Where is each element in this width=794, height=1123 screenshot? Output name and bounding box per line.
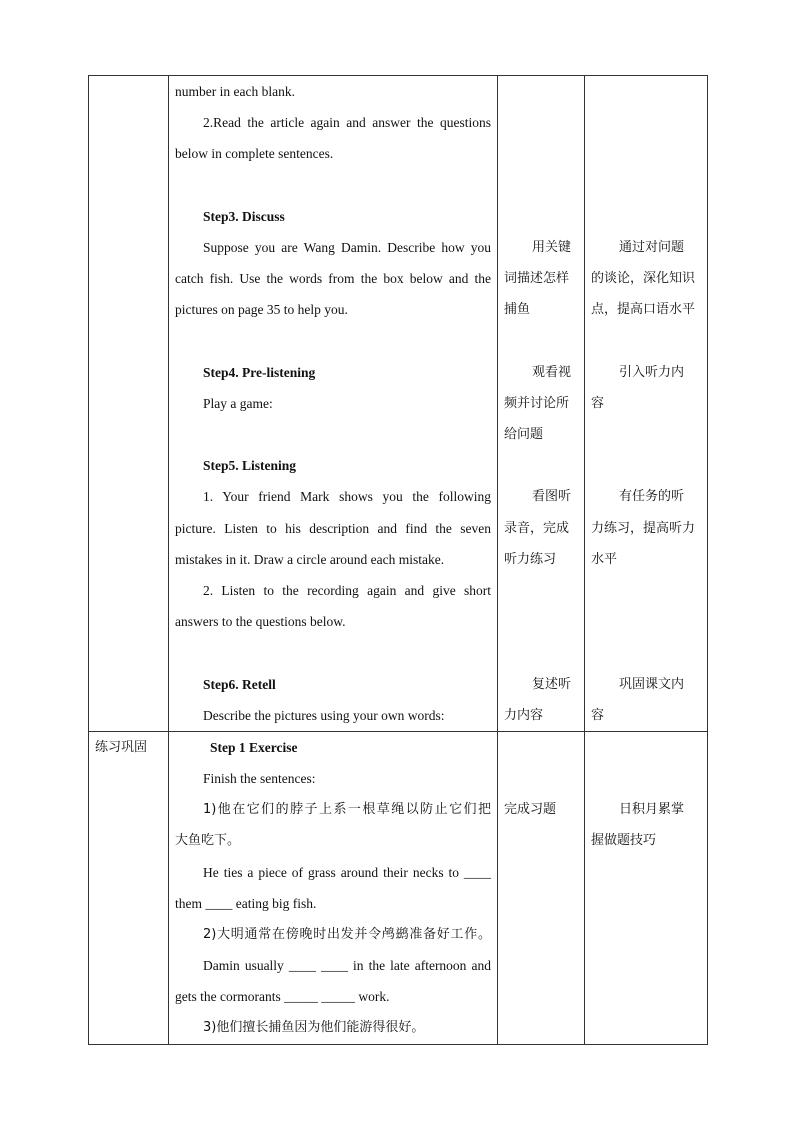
student-text: 力内容 xyxy=(504,708,544,723)
exercise-title: Step 1 Exercise xyxy=(210,740,298,755)
exercise-line: He ties a piece of grass around their necks to ____ xyxy=(203,865,491,880)
student-text: 看图听 xyxy=(532,489,572,504)
purpose-text: 水平 xyxy=(591,552,618,567)
purpose-text: 有任务的听 xyxy=(619,489,685,504)
student-text: 完成习题 xyxy=(504,802,557,817)
student-text: 录音，完成 xyxy=(504,521,570,536)
student-text: 用关键 xyxy=(532,240,572,255)
exercise-line: Finish the sentences: xyxy=(203,771,316,786)
purpose-text: 巩固课文内 xyxy=(619,677,685,692)
purpose-text: 的谈论，深化知识 xyxy=(591,271,696,286)
activity-line: 1. Your friend Mark shows you the following xyxy=(203,489,491,504)
purpose-text: 容 xyxy=(591,708,605,723)
purpose-cell xyxy=(585,76,708,732)
exercise-line: 3)他们擅长捕鱼因为他们能游得很好。 xyxy=(203,1020,425,1035)
step5-title: Step5. Listening xyxy=(203,458,297,473)
purpose-text: 日积月累掌 xyxy=(619,802,685,817)
activities-cell xyxy=(169,76,498,732)
activity-line: Describe the pictures using your own words: xyxy=(203,708,445,723)
activity-line: answers to the questions below. xyxy=(175,614,346,629)
purpose-text: 点，提高口语水平 xyxy=(591,302,696,317)
purpose-text: 引入听力内 xyxy=(619,365,685,380)
purpose-text: 握做题技巧 xyxy=(591,833,657,848)
step3-title: Step3. Discuss xyxy=(203,209,285,224)
activity-line: Suppose you are Wang Damin. Describe how you xyxy=(203,240,491,255)
activity-line: catch fish. Use the words from the box below and the xyxy=(175,271,491,286)
table-row xyxy=(89,76,708,732)
purpose-cell xyxy=(585,732,708,1045)
activity-line: mistakes in it. Draw a circle around each mistake. xyxy=(175,552,445,567)
activity-line: number in each blank. xyxy=(175,84,295,99)
activities-cell xyxy=(169,732,498,1045)
exercise-line: 1)他在它们的脖子上系一根草绳以防止它们把 xyxy=(203,802,491,817)
exercise-line: gets the cormorants _____ _____ work. xyxy=(175,989,390,1004)
exercise-line: 2)大明通常在傍晚时出发并令鸬鹚准备好工作。 xyxy=(203,927,491,942)
stage-cell xyxy=(89,732,169,1045)
student-activity-cell xyxy=(498,732,585,1045)
exercise-line: 大鱼吃下。 xyxy=(175,833,241,848)
student-text: 词描述怎样 xyxy=(504,271,570,286)
activity-line: 2.Read the article again and answer the questions xyxy=(203,115,491,130)
student-activity-cell xyxy=(498,76,585,732)
activity-line: Play a game: xyxy=(203,396,273,411)
purpose-text: 通过对问题 xyxy=(619,240,685,255)
student-text: 给问题 xyxy=(504,427,544,442)
stage-label: 练习巩固 xyxy=(95,740,148,755)
student-text: 复述听 xyxy=(532,677,572,692)
student-text: 捕鱼 xyxy=(504,302,531,317)
exercise-line: them ____ eating big fish. xyxy=(175,896,317,911)
purpose-text: 力练习，提高听力 xyxy=(591,521,696,536)
student-text: 观看视 xyxy=(532,365,572,380)
activity-line: picture. Listen to his description and find the seven xyxy=(175,521,491,536)
step4-title: Step4. Pre-listening xyxy=(203,365,316,380)
purpose-text: 容 xyxy=(591,396,605,411)
exercise-line: Damin usually ____ ____ in the late afternoon and xyxy=(203,958,491,973)
lesson-plan-table xyxy=(88,75,708,1045)
stage-cell xyxy=(89,76,169,732)
activity-line: 2. Listen to the recording again and give short xyxy=(203,583,491,598)
student-text: 听力练习 xyxy=(504,552,557,567)
activity-line: pictures on page 35 to help you. xyxy=(175,302,348,317)
step6-title: Step6. Retell xyxy=(203,677,276,692)
activity-line: below in complete sentences. xyxy=(175,146,334,161)
student-text: 频并讨论所 xyxy=(504,396,570,411)
table-row xyxy=(89,732,708,1045)
